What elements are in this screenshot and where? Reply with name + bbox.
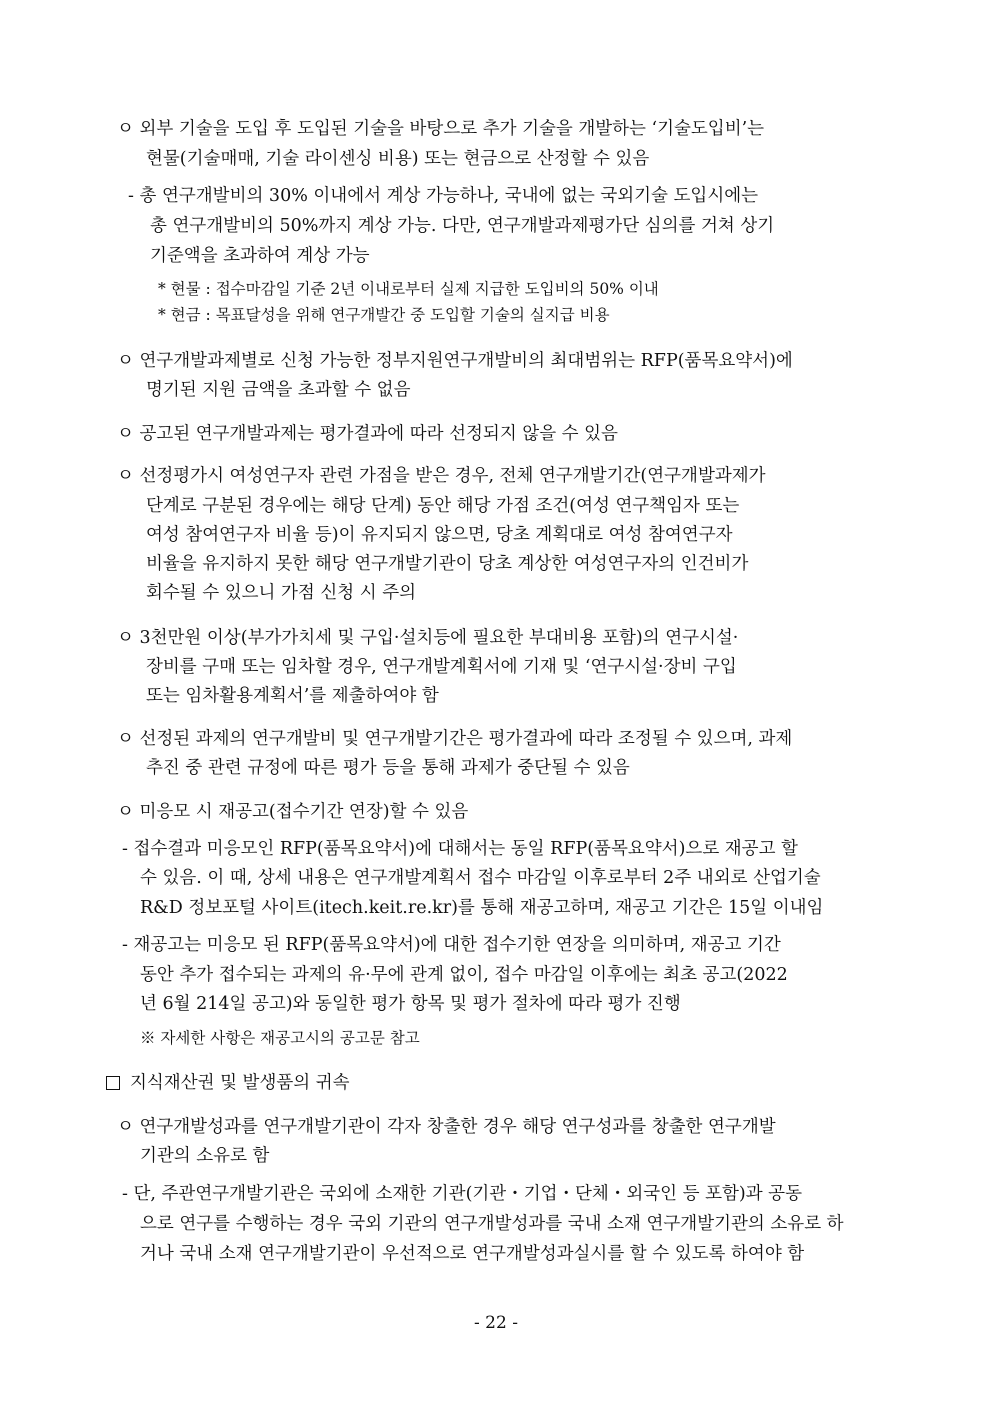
section-heading: 지식재산권 및 발생품의 귀속: [130, 1073, 350, 1093]
note-line: ※ 자세한 사항은 재공고시의 공고문 참고: [140, 1029, 420, 1047]
text-line: 명기된 지원 금액을 초과할 수 없음: [146, 380, 411, 400]
checkbox-square-icon: [106, 1076, 120, 1090]
dash-line: - 단, 주관연구개발기관은 국외에 소재한 기관(기관・기업・단체・외국인 등 포함)과 공동: [122, 1184, 802, 1204]
bullet-line: ㅇ 연구개발성과를 연구개발기관이 각자 창출한 경우 해당 연구성과를 창출한 연구개발: [117, 1117, 776, 1137]
bullet-line: ㅇ 공고된 연구개발과제는 평가결과에 따라 선정되지 않을 수 있음: [117, 424, 618, 444]
text-line: 장비를 구매 또는 임차할 경우, 연구개발계획서에 기재 및 ‘연구시설·장비 구입: [146, 657, 737, 677]
text-line: 현물(기술매매, 기술 라이센싱 비용) 또는 현금으로 산정할 수 있음: [146, 149, 650, 169]
note-line: * 현물 : 접수마감일 기준 2년 이내로부터 실제 지급한 도입비의 50% 이내: [158, 280, 659, 298]
note-line: * 현금 : 목표달성을 위해 연구개발간 중 도입할 기술의 실지급 비용: [158, 306, 610, 324]
text-line: 동안 추가 접수되는 과제의 유·무에 관계 없이, 접수 마감일 이후에는 최초 공고(2022: [140, 965, 788, 985]
text-line: 회수될 수 있으니 가점 신청 시 주의: [146, 583, 417, 603]
text-line: 비율을 유지하지 못한 해당 연구개발기관이 당초 계상한 여성연구자의 인건비가: [146, 554, 749, 574]
text-line: 총 연구개발비의 50%까지 계상 가능. 다만, 연구개발과제평가단 심의를 거쳐 상기: [150, 216, 775, 236]
text-line: 년 6월 214일 공고)와 동일한 평가 항목 및 평가 절차에 따라 평가 진행: [140, 994, 681, 1014]
page-number: - 22 -: [474, 1313, 518, 1333]
bullet-line: ㅇ 미응모 시 재공고(접수기간 연장)할 수 있음: [117, 802, 469, 822]
bullet-line: ㅇ 3천만원 이상(부가가치세 및 구입·설치등에 필요한 부대비용 포함)의 연구시설·: [117, 628, 739, 648]
bullet-line: ㅇ 연구개발과제별로 신청 가능한 정부지원연구개발비의 최대범위는 RFP(품목요약서)에: [117, 351, 793, 371]
text-line: 또는 임차활용계획서’를 제출하여야 함: [146, 686, 439, 706]
dash-line: - 접수결과 미응모인 RFP(품목요약서)에 대해서는 동일 RFP(품목요약서)으로 재공고 할: [122, 839, 798, 859]
dash-line: - 총 연구개발비의 30% 이내에서 계상 가능하나, 국내에 없는 국외기술 도입시에는: [128, 186, 759, 206]
text-line: 기준액을 초과하여 계상 가능: [150, 246, 370, 266]
text-line: 수 있음. 이 때, 상세 내용은 연구개발계획서 접수 마감일 이후로부터 2주 내외로 산업기술: [140, 868, 821, 888]
bullet-line: ㅇ 외부 기술을 도입 후 도입된 기술을 바탕으로 추가 기술을 개발하는 ‘기술도입비’는: [117, 119, 765, 139]
text-line: 여성 참여연구자 비율 등)이 유지되지 않으면, 당초 계획대로 여성 참여연구자: [146, 525, 733, 545]
text-line: R&D 정보포털 사이트(itech.keit.re.kr)를 통해 재공고하며, 재공고 기간은 15일 이내임: [140, 898, 824, 918]
bullet-line: ㅇ 선정된 과제의 연구개발비 및 연구개발기간은 평가결과에 따라 조정될 수 있으며, 과제: [117, 729, 793, 749]
text-line: 으로 연구를 수행하는 경우 국외 기관의 연구개발성과를 국내 소재 연구개발기관의 소유로 하: [140, 1214, 844, 1234]
bullet-line: ㅇ 선정평가시 여성연구자 관련 가점을 받은 경우, 전체 연구개발기간(연구개발과제가: [117, 466, 766, 486]
text-line: 단계로 구분된 경우에는 해당 단계) 동안 해당 가점 조건(여성 연구책임자 또는: [146, 496, 740, 516]
text-line: 거나 국내 소재 연구개발기관이 우선적으로 연구개발성과실시를 할 수 있도록 하여야 함: [140, 1244, 805, 1264]
text-line: 기관의 소유로 함: [140, 1146, 270, 1166]
text-line: 추진 중 관련 규정에 따른 평가 등을 통해 과제가 중단될 수 있음: [146, 758, 630, 778]
dash-line: - 재공고는 미응모 된 RFP(품목요약서)에 대한 접수기한 연장을 의미하며, 재공고 기간: [122, 935, 781, 955]
